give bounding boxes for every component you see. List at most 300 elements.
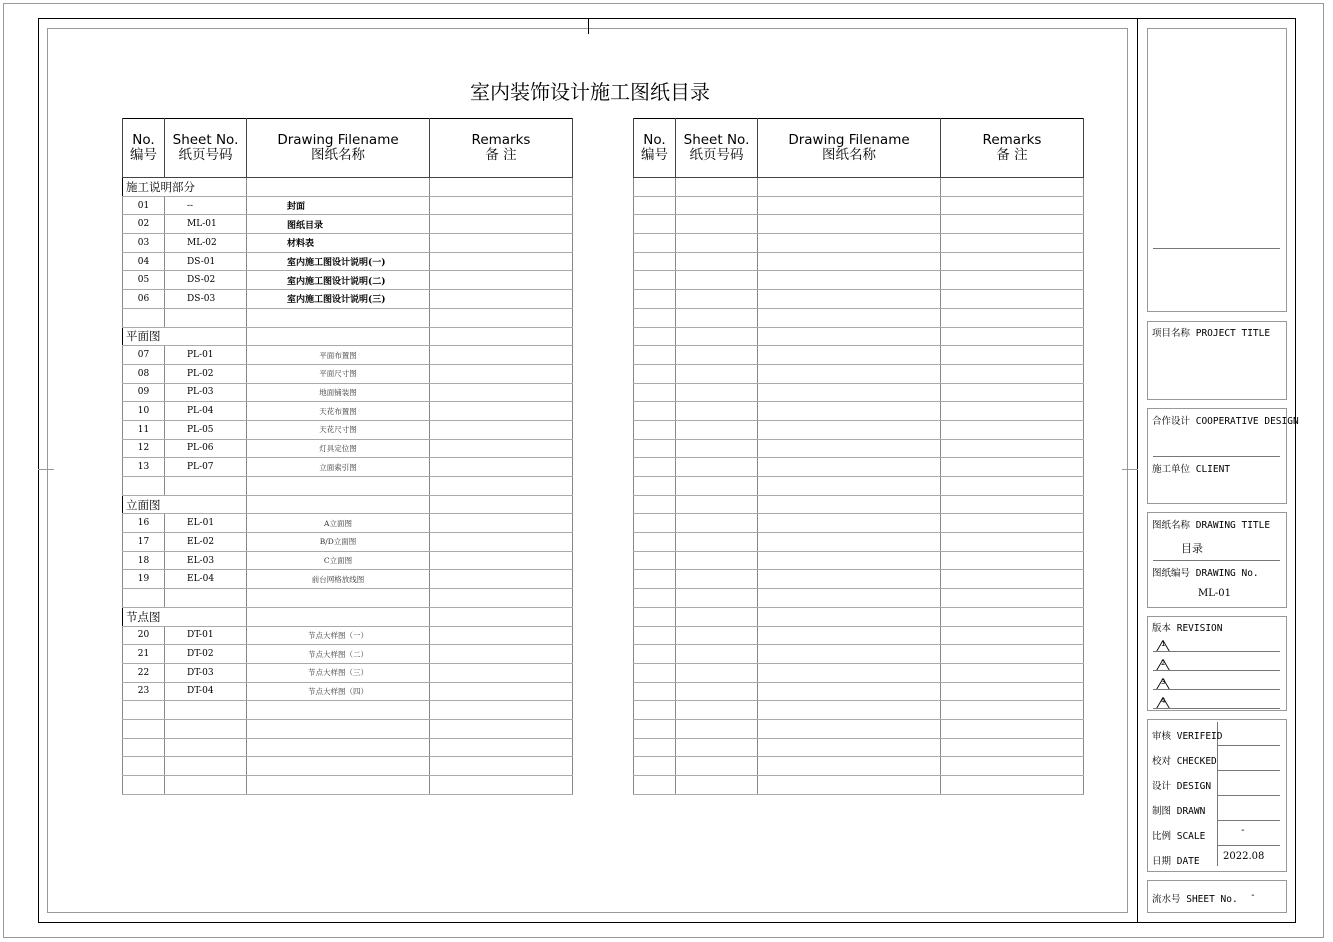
drawing-title-value: 目录 [1181, 542, 1203, 555]
empty-cell [758, 645, 941, 664]
table-row [634, 234, 1084, 253]
table-row [123, 663, 573, 682]
empty-cell [941, 178, 1084, 197]
cell-sheet-no [165, 589, 247, 608]
signoff-divider [1217, 770, 1280, 771]
revision-triangle-icon [1156, 637, 1170, 649]
cell-name [247, 607, 430, 626]
cell-drawing-name: 节点大样图（一） [247, 626, 430, 645]
section-heading: 立面图 [123, 495, 247, 514]
cell-no: 19 [123, 570, 165, 589]
empty-cell [676, 495, 758, 514]
table-row [634, 439, 1084, 458]
empty-cell [676, 757, 758, 776]
empty-cell [676, 645, 758, 664]
empty-cell [676, 308, 758, 327]
table-row [123, 252, 573, 271]
empty-cell [758, 196, 941, 215]
cell-drawing-name [247, 477, 430, 496]
empty-cell [758, 364, 941, 383]
table-row [123, 570, 573, 589]
empty-cell [758, 570, 941, 589]
cell-sheet-no: DS-03 [165, 290, 247, 309]
empty-cell [941, 701, 1084, 720]
empty-cell [634, 364, 676, 383]
empty-cell [758, 439, 941, 458]
header-remarks: Remarks 备 注 [430, 119, 573, 178]
empty-cell [941, 757, 1084, 776]
cell-sheet-no [165, 738, 247, 757]
empty-cell [676, 589, 758, 608]
cell-name [247, 178, 430, 197]
empty-cell [634, 196, 676, 215]
empty-cell [634, 178, 676, 197]
header-drawing-filename: Drawing Filename 图纸名称 [758, 119, 941, 178]
cell-drawing-name: 材料表 [247, 234, 430, 253]
empty-cell [676, 701, 758, 720]
table-row [123, 420, 573, 439]
cell-no: 23 [123, 682, 165, 701]
empty-cell [758, 551, 941, 570]
cell-drawing-name: 平面布置图 [247, 346, 430, 365]
table-header-row [123, 119, 573, 178]
cell-drawing-name [247, 776, 430, 795]
empty-cell [634, 663, 676, 682]
table-row [123, 551, 573, 570]
cell-no [123, 719, 165, 738]
cell-remarks [430, 383, 573, 402]
empty-cell [941, 738, 1084, 757]
empty-cell [941, 663, 1084, 682]
revision-triangle-icon [1156, 675, 1170, 687]
checked-label: 校对 CHECKED [1152, 756, 1217, 767]
cell-remarks [430, 738, 573, 757]
project-title-label: 项目名称 PROJECT TITLE [1152, 328, 1271, 339]
cell-sheet-no [165, 719, 247, 738]
empty-cell [941, 645, 1084, 664]
cell-remarks [430, 663, 573, 682]
cell-remarks [430, 402, 573, 421]
empty-cell [676, 551, 758, 570]
table-row [634, 645, 1084, 664]
table-row [634, 514, 1084, 533]
empty-cell [676, 607, 758, 626]
empty-cell [758, 346, 941, 365]
empty-cell [758, 477, 941, 496]
empty-cell [676, 776, 758, 795]
table-row [634, 178, 1084, 197]
empty-cell [676, 570, 758, 589]
table-row [634, 719, 1084, 738]
cell-remarks [430, 682, 573, 701]
table-row [123, 719, 573, 738]
cell-drawing-name [247, 589, 430, 608]
empty-cell [758, 626, 941, 645]
cell-drawing-name: 节点大样图（四） [247, 682, 430, 701]
cell-drawing-name: 前台网格放线图 [247, 570, 430, 589]
table-row [634, 327, 1084, 346]
empty-cell [941, 383, 1084, 402]
cell-no: 20 [123, 626, 165, 645]
empty-cell [941, 252, 1084, 271]
drawing-title-divider [1153, 560, 1280, 561]
cell-drawing-name [247, 701, 430, 720]
cell-sheet-no [165, 477, 247, 496]
cell-remarks [430, 495, 573, 514]
empty-cell [758, 757, 941, 776]
empty-cell [634, 439, 676, 458]
empty-cell [676, 439, 758, 458]
cell-sheet-no: ML-01 [165, 215, 247, 234]
empty-cell [676, 626, 758, 645]
empty-cell [758, 327, 941, 346]
empty-cell [634, 645, 676, 664]
cell-remarks [430, 776, 573, 795]
table-row [634, 776, 1084, 795]
empty-cell [676, 402, 758, 421]
cell-sheet-no: PL-05 [165, 420, 247, 439]
cell-drawing-name: 节点大样图（三） [247, 663, 430, 682]
table-row [634, 533, 1084, 552]
cell-no: 05 [123, 271, 165, 290]
table-row [123, 383, 573, 402]
cell-sheet-no: EL-02 [165, 533, 247, 552]
table-row [634, 290, 1084, 309]
table-row [123, 589, 573, 608]
empty-cell [634, 682, 676, 701]
cell-remarks [430, 178, 573, 197]
empty-cell [634, 570, 676, 589]
cell-drawing-name: A立面图 [247, 514, 430, 533]
cell-sheet-no: DS-01 [165, 252, 247, 271]
cell-sheet-no [165, 757, 247, 776]
empty-cell [758, 178, 941, 197]
empty-cell [941, 533, 1084, 552]
empty-cell [941, 682, 1084, 701]
cell-drawing-name: 天花尺寸图 [247, 420, 430, 439]
cell-no: 21 [123, 645, 165, 664]
header-remarks: Remarks 备 注 [941, 119, 1084, 178]
table-row [634, 215, 1084, 234]
table-row [634, 364, 1084, 383]
revision-number: 1 [1161, 640, 1166, 648]
table-row [123, 514, 573, 533]
cell-no: 08 [123, 364, 165, 383]
section-row [123, 607, 573, 626]
titleblock-divider [1137, 18, 1138, 923]
empty-cell [941, 290, 1084, 309]
cell-no: 09 [123, 383, 165, 402]
cell-remarks [430, 533, 573, 552]
cell-drawing-name [247, 719, 430, 738]
cell-no [123, 757, 165, 776]
table-row [634, 626, 1084, 645]
cell-no: 02 [123, 215, 165, 234]
cell-no: 16 [123, 514, 165, 533]
cell-remarks [430, 645, 573, 664]
page-title: 室内装饰设计施工图纸目录 [470, 80, 710, 104]
cell-sheet-no [165, 308, 247, 327]
header-sheet-no: Sheet No. 纸页号码 [165, 119, 247, 178]
empty-cell [634, 290, 676, 309]
cell-remarks [430, 346, 573, 365]
cooperative-divider [1153, 456, 1280, 457]
cell-remarks [430, 514, 573, 533]
table-row [123, 290, 573, 309]
table-row [123, 308, 573, 327]
empty-cell [634, 701, 676, 720]
table-row [634, 271, 1084, 290]
revision-number: 2 [1161, 659, 1166, 667]
cell-sheet-no: PL-06 [165, 439, 247, 458]
empty-cell [941, 234, 1084, 253]
cell-drawing-name: 封面 [247, 196, 430, 215]
empty-cell [676, 383, 758, 402]
table-row [634, 495, 1084, 514]
signoff-divider [1217, 795, 1280, 796]
cell-no: 04 [123, 252, 165, 271]
empty-cell [634, 776, 676, 795]
cell-remarks [430, 458, 573, 477]
table-row [123, 364, 573, 383]
cell-no [123, 701, 165, 720]
empty-cell [676, 346, 758, 365]
empty-cell [676, 719, 758, 738]
table-row [123, 682, 573, 701]
empty-cell [634, 215, 676, 234]
empty-cell [941, 570, 1084, 589]
empty-cell [676, 514, 758, 533]
table-row [634, 308, 1084, 327]
empty-cell [634, 458, 676, 477]
cell-no: 12 [123, 439, 165, 458]
empty-cell [941, 196, 1084, 215]
center-mark-left [38, 469, 54, 470]
cell-sheet-no: DS-02 [165, 271, 247, 290]
empty-cell [758, 682, 941, 701]
cell-no [123, 776, 165, 795]
cell-sheet-no [165, 701, 247, 720]
empty-cell [676, 271, 758, 290]
empty-cell [676, 178, 758, 197]
empty-cell [758, 383, 941, 402]
empty-cell [941, 495, 1084, 514]
table-row [634, 420, 1084, 439]
table-row [634, 252, 1084, 271]
empty-cell [941, 589, 1084, 608]
sheet-number-value: - [1250, 890, 1256, 901]
empty-cell [758, 308, 941, 327]
cell-drawing-name: 图纸目录 [247, 215, 430, 234]
empty-cell [676, 215, 758, 234]
empty-cell [676, 458, 758, 477]
revision-line [1153, 689, 1280, 690]
section-heading: 施工说明部分 [123, 178, 247, 197]
signoff-divider [1217, 820, 1280, 821]
signoff-divider [1217, 745, 1280, 746]
table-row [634, 551, 1084, 570]
table-row [634, 346, 1084, 365]
empty-cell [634, 383, 676, 402]
cell-remarks [430, 551, 573, 570]
empty-cell [941, 402, 1084, 421]
empty-cell [634, 252, 676, 271]
table-row [123, 738, 573, 757]
signoff-divider [1217, 845, 1280, 846]
empty-cell [758, 514, 941, 533]
empty-cell [941, 458, 1084, 477]
empty-cell [676, 364, 758, 383]
empty-cell [758, 776, 941, 795]
table-row [634, 458, 1084, 477]
empty-cell [758, 495, 941, 514]
section-heading: 平面图 [123, 327, 247, 346]
cell-drawing-name [247, 757, 430, 776]
empty-cell [758, 607, 941, 626]
empty-cell [676, 234, 758, 253]
cell-sheet-no: EL-01 [165, 514, 247, 533]
empty-cell [758, 589, 941, 608]
cell-sheet-no: ML-02 [165, 234, 247, 253]
drawing-index-table-left [122, 118, 573, 795]
date-label: 日期 DATE [1152, 856, 1200, 867]
table-row [123, 346, 573, 365]
cell-remarks [430, 290, 573, 309]
cell-drawing-name [247, 308, 430, 327]
cell-drawing-name: 天花布置图 [247, 402, 430, 421]
empty-cell [634, 551, 676, 570]
cell-remarks [430, 234, 573, 253]
table-row [634, 402, 1084, 421]
cell-remarks [430, 626, 573, 645]
cell-drawing-name: 节点大样图（二） [247, 645, 430, 664]
table-row [123, 215, 573, 234]
cell-remarks [430, 420, 573, 439]
empty-cell [676, 420, 758, 439]
table-row [123, 234, 573, 253]
table-row [123, 757, 573, 776]
empty-cell [676, 290, 758, 309]
cell-sheet-no: DT-04 [165, 682, 247, 701]
empty-cell [634, 626, 676, 645]
empty-cell [941, 719, 1084, 738]
empty-cell [676, 477, 758, 496]
table-row [634, 196, 1084, 215]
cell-no: 18 [123, 551, 165, 570]
cell-sheet-no: PL-02 [165, 364, 247, 383]
revision-number: 4 [1161, 697, 1166, 705]
header-sheet-no: Sheet No. 纸页号码 [676, 119, 758, 178]
cell-remarks [430, 215, 573, 234]
cell-sheet-no: DT-01 [165, 626, 247, 645]
empty-cell [676, 533, 758, 552]
empty-cell [758, 402, 941, 421]
empty-cell [758, 738, 941, 757]
revision-line [1153, 651, 1280, 652]
cell-sheet-no: DT-02 [165, 645, 247, 664]
drawing-index-table-right [633, 118, 1084, 795]
cell-name [247, 495, 430, 514]
cell-remarks [430, 477, 573, 496]
cell-sheet-no: PL-07 [165, 458, 247, 477]
empty-cell [676, 738, 758, 757]
cooperative-design-label: 合作设计 COOPERATIVE DESIGN [1152, 416, 1299, 427]
cell-sheet-no [165, 776, 247, 795]
cell-sheet-no: EL-04 [165, 570, 247, 589]
header-no: No. 编号 [634, 119, 676, 178]
empty-cell [634, 346, 676, 365]
cell-remarks [430, 308, 573, 327]
center-mark-right [1122, 469, 1138, 470]
section-row [123, 495, 573, 514]
scale-value: - [1240, 825, 1246, 836]
table-row [123, 477, 573, 496]
table-row [634, 663, 1084, 682]
cell-sheet-no: PL-04 [165, 402, 247, 421]
table-row [123, 196, 573, 215]
empty-cell [758, 271, 941, 290]
empty-cell [676, 196, 758, 215]
sheet-number-label: 流水号 SHEET No. [1152, 894, 1238, 905]
cell-drawing-name: C立面图 [247, 551, 430, 570]
empty-cell [941, 364, 1084, 383]
table-row [634, 757, 1084, 776]
empty-cell [758, 234, 941, 253]
cell-remarks [430, 252, 573, 271]
cell-remarks [430, 364, 573, 383]
table-row [123, 439, 573, 458]
revision-triangle-icon [1156, 694, 1170, 706]
logo-box [1147, 28, 1287, 312]
cell-drawing-name: 室内施工图设计说明(一) [247, 252, 430, 271]
table-row [123, 701, 573, 720]
cell-sheet-no: DT-03 [165, 663, 247, 682]
cell-no: 01 [123, 196, 165, 215]
cell-drawing-name: 平面尺寸图 [247, 364, 430, 383]
table-header-row [634, 119, 1084, 178]
cell-remarks [430, 271, 573, 290]
empty-cell [758, 663, 941, 682]
empty-cell [758, 533, 941, 552]
empty-cell [634, 589, 676, 608]
empty-cell [941, 327, 1084, 346]
date-value: 2022.08 [1223, 851, 1265, 862]
cell-drawing-name: 室内施工图设计说明(三) [247, 290, 430, 309]
header-drawing-filename: Drawing Filename 图纸名称 [247, 119, 430, 178]
empty-cell [758, 719, 941, 738]
cell-no: 17 [123, 533, 165, 552]
drawn-label: 制图 DRAWN [1152, 806, 1206, 817]
logo-underline [1153, 248, 1280, 249]
table-row [634, 589, 1084, 608]
cell-no: 03 [123, 234, 165, 253]
table-row [123, 402, 573, 421]
drawing-no-label: 图纸编号 DRAWING No. [1152, 568, 1259, 579]
cell-remarks [430, 701, 573, 720]
header-no: No. 编号 [123, 119, 165, 178]
empty-cell [758, 290, 941, 309]
cell-remarks [430, 719, 573, 738]
table-row [123, 626, 573, 645]
empty-cell [634, 420, 676, 439]
empty-cell [676, 252, 758, 271]
empty-cell [676, 682, 758, 701]
empty-cell [941, 607, 1084, 626]
cell-remarks [430, 196, 573, 215]
empty-cell [941, 477, 1084, 496]
revision-line [1153, 670, 1280, 671]
empty-cell [941, 215, 1084, 234]
